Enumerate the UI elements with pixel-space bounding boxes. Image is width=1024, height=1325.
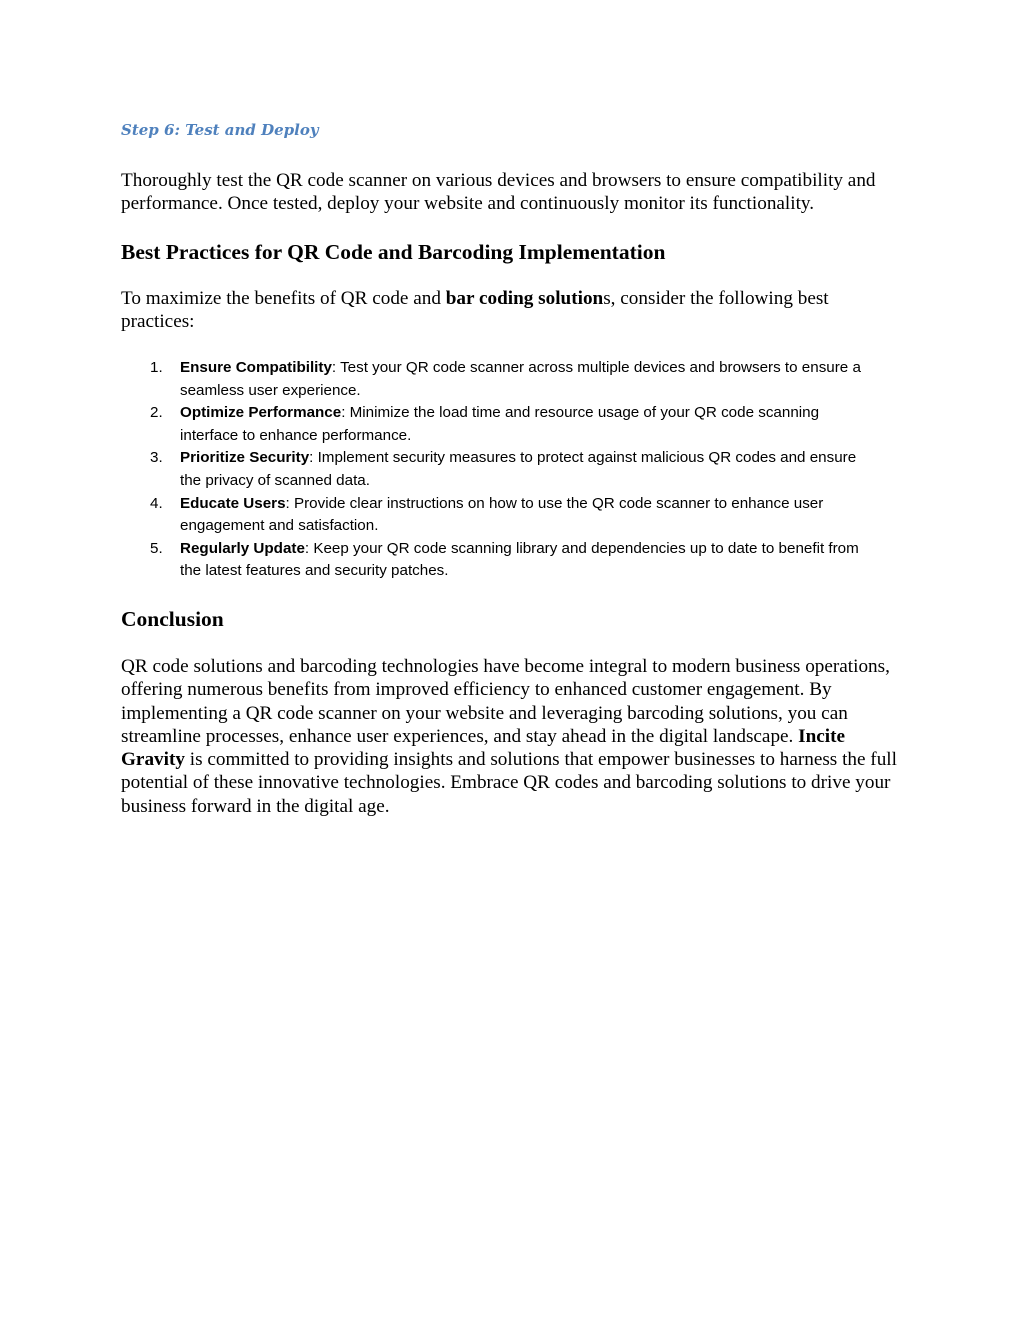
conclusion-heading: Conclusion (121, 607, 224, 631)
list-item-term: Ensure Compatibility (180, 359, 332, 376)
list-item-term: Prioritize Security (180, 449, 310, 467)
conclusion-text-after: is committed to providing insights and solutions that empower businesses to harness the full potential of these innovative technologies. Embrace QR codes and barcoding solutions to drive your business forward in the digital age. (121, 749, 897, 817)
list-item-text: : Test your QR code scanner across multiple devices and browsers to ensure a seamless user experience. (180, 359, 861, 399)
step-heading: Step 6: Test and Deploy (121, 121, 319, 139)
best-practices-heading: Best Practices for QR Code and Barcoding Implementation (121, 240, 666, 264)
list-item-term: Educate Users (180, 494, 286, 512)
list-item (121, 493, 880, 538)
list-item-text: : Provide clear instructions on how to use the QR code scanner to enhance user engagement and satisfaction. (180, 494, 824, 535)
list-item-text: : Implement security measures to protect against malicious QR codes and ensure the privacy of scanned data. (180, 449, 857, 489)
best-practices-list (121, 357, 901, 583)
conclusion-text-before: QR code solutions and barcoding technologies have become integral to modern business operations, offering numerous benefits from improved efficiency to enhanced customer engagement. By implementing a QR code scanner on your website and leveraging barcoding solutions, you can streamline processes, enhance user experiences, and stay ahead in the digital landscape. (121, 656, 890, 747)
list-item-text: : Minimize the load time and resource usage of your QR code scanning interface to enhance performance. (180, 404, 820, 444)
list-item-number: 3. (150, 449, 163, 467)
list-item-number: 2. (150, 404, 163, 422)
intro-text-before: To maximize the benefits of QR code and (121, 288, 446, 309)
list-item (121, 538, 880, 583)
list-item-number: 4. (150, 494, 163, 512)
bar-coding-solution-link-text: bar coding solution (445, 288, 604, 309)
best-practices-intro (121, 287, 901, 334)
intro-text-after: s, consider the following best practices: (121, 288, 829, 333)
brand-name: Incite Gravity (121, 725, 846, 771)
list-item (121, 447, 880, 492)
list-item-term: Optimize Performance (180, 404, 342, 422)
conclusion-paragraph (121, 655, 901, 818)
list-item (121, 402, 880, 447)
list-item-term: Regularly Update (180, 539, 305, 557)
list-item (121, 357, 880, 402)
list-item-number: 5. (150, 539, 163, 557)
list-item-text: : Keep your QR code scanning library and dependencies up to date to benefit from the latest features and security patches. (180, 539, 859, 580)
step-paragraph: Thoroughly test the QR code scanner on various devices and browsers to ensure compatibility and performance. Once tested, deploy your website and continuously monitor its functionality. (121, 170, 876, 215)
list-item-number: 1. (150, 359, 163, 376)
